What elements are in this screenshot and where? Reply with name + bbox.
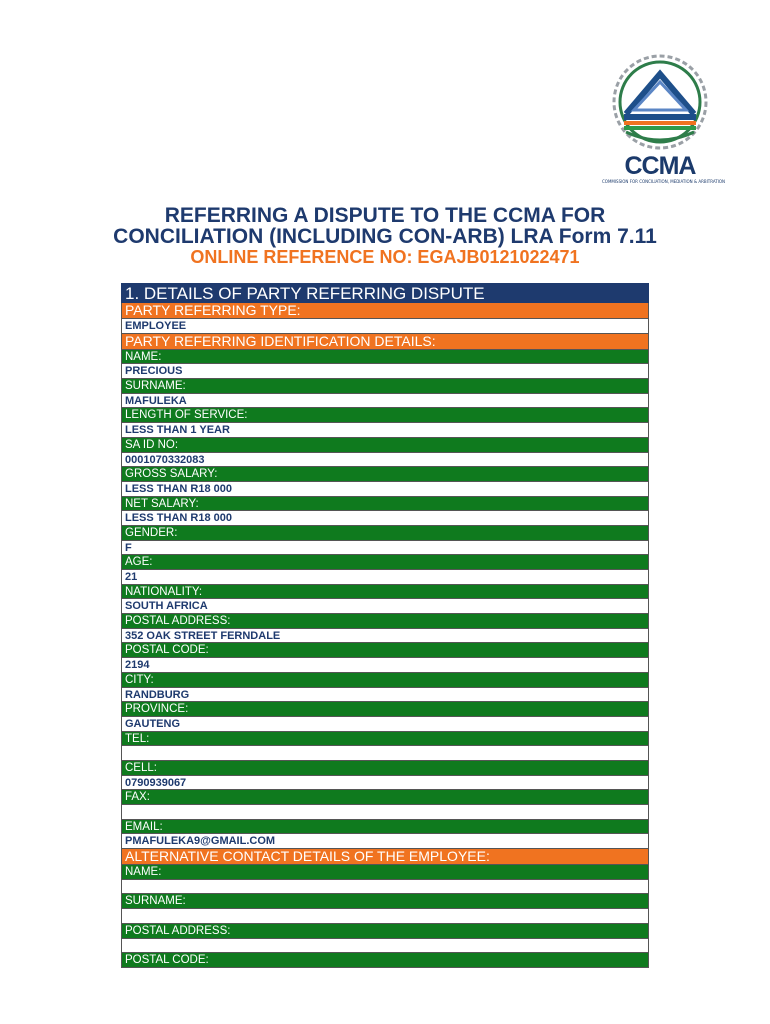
ccma-logo <box>598 52 726 192</box>
field-city-value: RANDBURG <box>121 688 649 703</box>
alternative-contact-header: ALTERNATIVE CONTACT DETAILS OF THE EMPLOYEE: <box>121 849 649 865</box>
field-postal-code-value: 2194 <box>121 658 649 673</box>
field-gender-label: GENDER: <box>121 526 649 541</box>
field-net-salary-label: NET SALARY: <box>121 497 649 512</box>
field-age-label: AGE: <box>121 555 649 570</box>
field-province-label: PROVINCE: <box>121 702 649 717</box>
field-tel-value <box>121 746 649 761</box>
field-gender-value: F <box>121 541 649 556</box>
alt-field-postal-code-label: POSTAL CODE: <box>121 953 649 968</box>
field-surname-label: SURNAME: <box>121 379 649 394</box>
field-province-value: GAUTENG <box>121 717 649 732</box>
alt-field-name-value <box>121 880 649 895</box>
party-type-header: PARTY REFERRING TYPE: <box>121 303 649 319</box>
identification-header: PARTY REFERRING IDENTIFICATION DETAILS: <box>121 334 649 350</box>
field-gross-salary-value: LESS THAN R18 000 <box>121 482 649 497</box>
alt-field-postal-address-label: POSTAL ADDRESS: <box>121 924 649 939</box>
logo-subtitle: COMMISSION FOR CONCILIATION, MEDIATION & ARBITRATION <box>602 179 726 184</box>
alternative-contact-fields <box>121 865 649 968</box>
field-email-value: PMAFULEKA9@GMAIL.COM <box>121 834 649 849</box>
field-name-value: PRECIOUS <box>121 364 649 379</box>
logo-wordmark: CCMA <box>624 152 696 180</box>
alt-field-name-label: NAME: <box>121 865 649 880</box>
online-reference-number: ONLINE REFERENCE NO: EGAJB0121022471 <box>190 247 580 267</box>
alt-field-postal-address-value <box>121 939 649 954</box>
identification-fields <box>121 350 649 849</box>
field-length-of-service-label: LENGTH OF SERVICE: <box>121 408 649 423</box>
field-cell-value: 0790939067 <box>121 776 649 791</box>
field-fax-label: FAX: <box>121 790 649 805</box>
form-title-line2: CONCILIATION (INCLUDING CON-ARB) LRA Form 7.11 <box>113 225 657 248</box>
field-cell-label: CELL: <box>121 761 649 776</box>
field-postal-address-label: POSTAL ADDRESS: <box>121 614 649 629</box>
field-fax-value <box>121 805 649 820</box>
section-title: 1. DETAILS OF PARTY REFERRING DISPUTE <box>121 283 649 303</box>
field-length-of-service-value: LESS THAN 1 YEAR <box>121 423 649 438</box>
ccma-emblem-icon <box>598 52 722 152</box>
referral-form <box>121 283 649 968</box>
alt-field-surname-value <box>121 909 649 924</box>
field-name-label: NAME: <box>121 350 649 365</box>
field-postal-address-value: 352 OAK STREET FERNDALE <box>121 629 649 644</box>
field-postal-code-label: POSTAL CODE: <box>121 643 649 658</box>
field-city-label: CITY: <box>121 673 649 688</box>
field-gross-salary-label: GROSS SALARY: <box>121 467 649 482</box>
party-type-value: EMPLOYEE <box>121 319 649 334</box>
field-sa-id-no-value: 0001070332083 <box>121 453 649 468</box>
field-nationality-label: NATIONALITY: <box>121 585 649 600</box>
field-net-salary-value: LESS THAN R18 000 <box>121 511 649 526</box>
field-sa-id-no-label: SA ID NO: <box>121 438 649 453</box>
field-surname-value: MAFULEKA <box>121 394 649 409</box>
alt-field-surname-label: SURNAME: <box>121 894 649 909</box>
field-age-value: 21 <box>121 570 649 585</box>
field-email-label: EMAIL: <box>121 820 649 835</box>
field-tel-label: TEL: <box>121 732 649 747</box>
form-title-line1: REFERRING A DISPUTE TO THE CCMA FOR <box>164 204 606 227</box>
field-nationality-value: SOUTH AFRICA <box>121 599 649 614</box>
